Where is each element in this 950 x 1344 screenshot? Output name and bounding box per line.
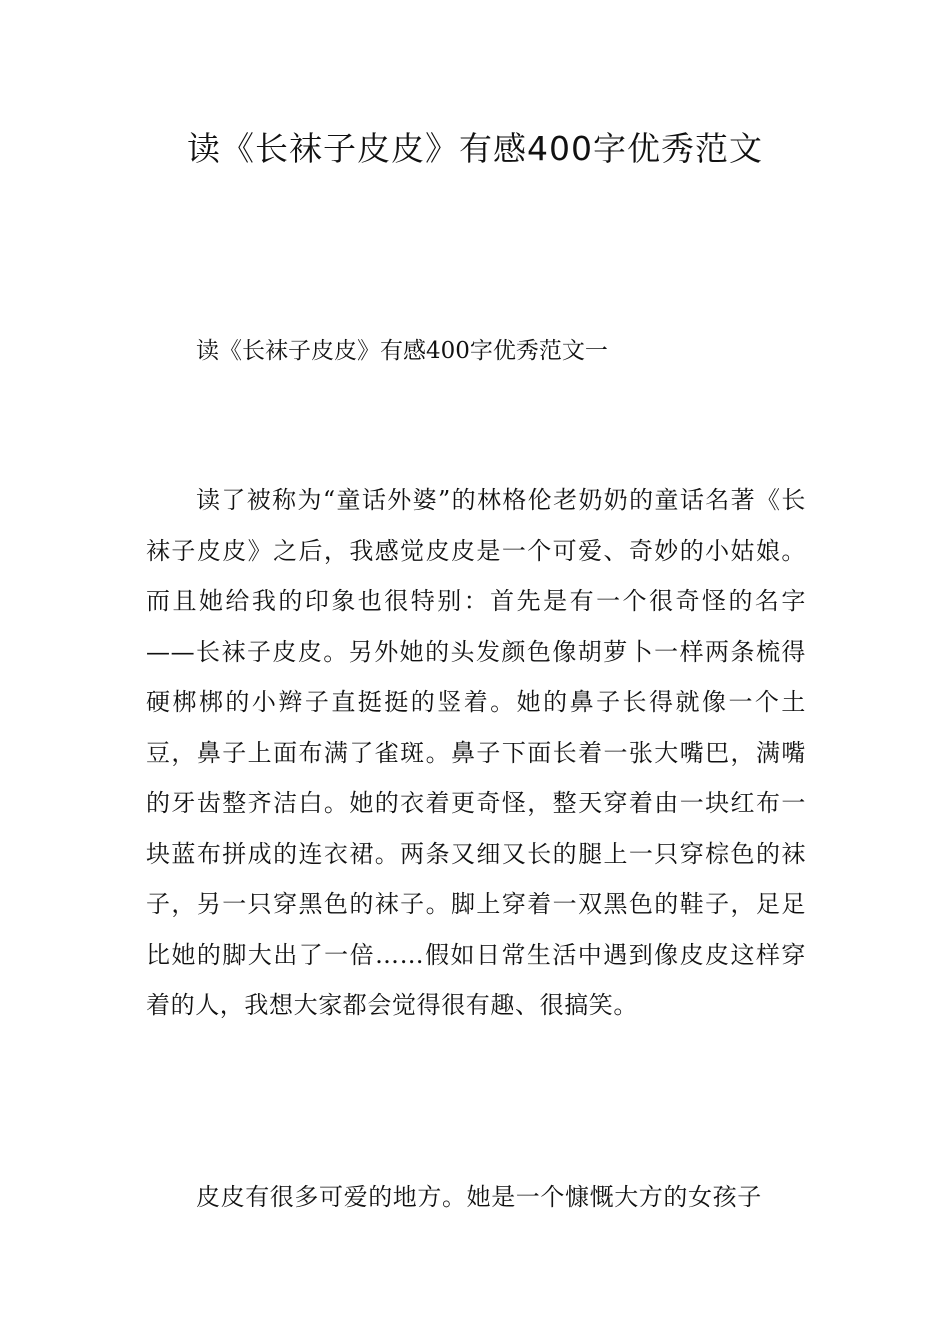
paragraph-1: 读了被称为“童话外婆”的林格伦老奶奶的童话名著《长袜子皮皮》之后，我感觉皮皮是一个可爱、奇妙的小姑娘。而且她给我的印象也很特别：首先是有一个很奇怪的名字——长袜子皮皮。另外她的头发颜色像胡萝卜一样两条梳得硬梆梆的小辫子直挺挺的竖着。她的鼻子长得就像一个土豆，鼻子上面布满了雀斑。鼻子下面长着一张大嘴巴，满嘴的牙齿整齐洁白。她的衣着更奇怪，整天穿着由一块红布一块蓝布拼成的连衣裙。两条又细又长的腿上一只穿棕色的袜子，另一只穿黑色的袜子。脚上穿着一双黑色的鞋子，足足比她的脚大出了一倍……假如日常生活中遇到像皮皮这样穿着的人，我想大家都会觉得很有趣、很搞笑。 xyxy=(146,486,806,1019)
paragraph-2: 皮皮有很多可爱的地方。她是一个慷慨大方的女孩子 xyxy=(196,1183,762,1211)
section-subtitle: 读《长袜子皮皮》有感400字优秀范文一 xyxy=(196,338,608,364)
document-title: 读《长袜子皮皮》有感400字优秀范文 xyxy=(187,129,763,168)
